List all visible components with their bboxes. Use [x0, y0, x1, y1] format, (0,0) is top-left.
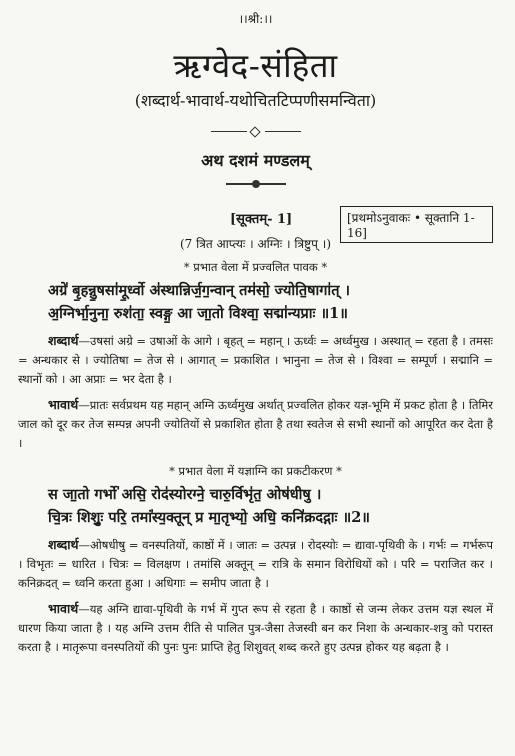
mantra-line: अ॒ग्निर्भा॒नुना॒ रुश॑ता॒ स्वङ्ग॒ आ जा॒तो विश्वा॒ सद्मा॑न्यप्राः ॥1॥ [48, 305, 348, 322]
mantra-block [18, 279, 493, 325]
rishi-devata-chhanda: (7 त्रित आप्त्यः । अग्निः । त्रिष्टुप् ।) [179, 237, 332, 251]
page-title: ऋग्वेद-संहिता [173, 46, 338, 85]
suktam-label: [सूक्तम्- 1] [230, 212, 293, 227]
bhavartha-text: —प्रातः सर्वप्रथम यह महान् अग्नि ऊर्ध्वमुख अर्थात् प्रज्वलित होकर यज्ञ-भूमि में प्रकट होता है । तिमिर जाल को दूर कर तेज सम्पन्न अपनी ज्योतियों से प्रकाशित होता है तथा स्वतेज से सभी स्थानों को आपूरित कर देता है । [18, 398, 493, 450]
shabdartha-text: —ओषधीषु = वनस्पतियों, काष्ठों में । जातः = उत्पन्न । रोदस्योः = द्यावा-पृथिवी के । गर्भः = गर्भरूप । विभृतः = धारित । चित्रः = विलक्षण । तमांसि अक्तून् = रात्रि के समान विरोधियों को । परि = पराजित कर । कनिक्रदत् = ध्वनि करता हुआ । अधिगाः = समीप जाता है । [18, 538, 493, 590]
shabdartha-text: —उषसां अग्रे = उषाओं के आगे । बृहत् = महान् । ऊर्ध्वः = अर्ध्वमुख । अस्थात् = रहता है । तमसः = अन्धकार से । ज्योतिषा = तेज से । आगात् = प्रकाशित । भानुना = तेज से । विश्वा = सम्पूर्ण । सद्मानि = स्थानों को । आ अप्राः = भर देता है । [18, 334, 493, 386]
section-heading: * प्रभात वेला में यज्ञाग्नि का प्रकटीकरण * [169, 464, 342, 478]
bhavartha-term: भावार्थ [48, 397, 79, 412]
mantra-line: अग्रे॑ बृ॒हन्नु॒षसा॑मू॒र्ध्वो अ॑स्थान्निर्ज॒ग॒न्वान् तम॑सो॒ ज्योति॒षागा॑त् । [48, 282, 351, 299]
shabdartha-term: शब्दार्थ [48, 333, 79, 348]
divider-ornament [211, 126, 301, 138]
divider-ornament-small [226, 180, 286, 188]
bhavartha-text: —यह अग्नि द्यावा-पृथिवी के गर्भ में गुप्त रूप से रहता है । काष्ठों से जन्म लेकर उत्तम यज्ञ स्थल में धारण किया जाता है । यह अग्नि उत्तम रीति से पालित पुत्र-जैसा तेजस्वी बन कर निशा के अन्धकार-शत्रु को परास्त करता है । मातृरूपा वनस्पतियों की पुनः पुनः प्राप्ति हेतु शिशुवत् शब्द करते हुए उत्पन्न होकर यह बढ़ता है । [18, 602, 493, 654]
bhavartha-paragraph [18, 599, 493, 657]
page-subtitle: (शब्दार्थ-भावार्थ-यथोचितटिप्पणीसमन्विता) [134, 91, 377, 110]
shabdartha-paragraph [18, 535, 493, 593]
shabdartha-paragraph [18, 331, 493, 389]
anuvaka-label: [प्रथमोऽनुवाकः • सूक्तानि 1-16] [340, 206, 493, 243]
mandala-heading: अथ दशमं मण्डलम् [201, 151, 310, 170]
shabdartha-term: शब्दार्थ [48, 537, 79, 552]
mantra-line: चि॒त्रः शिशुः॒ परि॒ तमां॑स्य॒क्तून् प्र मा॒तृभ्यो॒ अधि॒ कनि॑क्रदद्गाः ॥2॥ [48, 509, 370, 526]
bhavartha-paragraph [18, 395, 493, 453]
section-heading: * प्रभात वेला में प्रज्वलित पावक * [183, 260, 328, 274]
invocation: ।।श्री:।। [238, 12, 273, 26]
mantra-block [18, 483, 493, 529]
suktam-row [18, 206, 493, 240]
bhavartha-term: भावार्थ [48, 601, 79, 616]
mantra-line: स जा॒तो गर्भो॑ असि॒ रोद॑स्योरग्ने॒ चारु॒र्विभृ॑त॒ ओष॑धीषु । [48, 486, 322, 503]
